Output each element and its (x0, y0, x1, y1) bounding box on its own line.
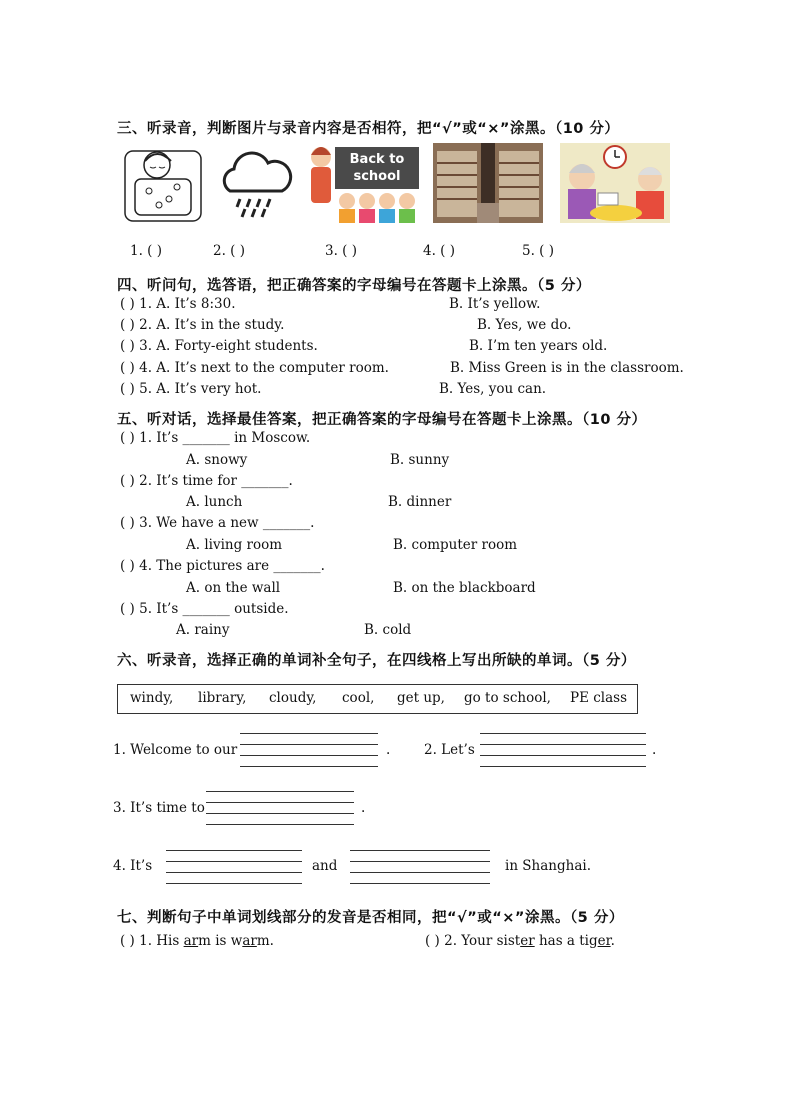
s4-q4[interactable]: ( ) 4. A. It’s next to the computer room. (120, 360, 389, 376)
section-7-title: 七、判断句子中单词划线部分的发音是否相同，把“√”或“×”涂黑。（5 分） (117, 910, 624, 926)
s5-q2-a: A. lunch (186, 494, 243, 510)
s6-q2-writing-lines[interactable] (480, 733, 646, 767)
s6-q3-period: . (361, 800, 366, 816)
s6-q4-writing-lines-1[interactable] (166, 850, 302, 884)
s6-q4-and: and (312, 858, 338, 874)
s4-q2[interactable]: ( ) 2. A. It’s in the study. (120, 317, 285, 333)
s5-q1-a: A. snowy (186, 452, 248, 468)
school-text: school (353, 169, 401, 184)
section-4-title: 四、听问句，选答语，把正确答案的字母编号在答题卡上涂黑。（5 分） (117, 278, 591, 294)
s5-q5[interactable]: ( ) 5. It’s _______ outside. (120, 601, 289, 617)
word-cool: cool, (342, 690, 375, 706)
s7-q2-underline-2: er (597, 933, 611, 949)
s6-q1-writing-lines[interactable] (240, 733, 378, 767)
s5-q1[interactable]: ( ) 1. It’s _______ in Moscow. (120, 430, 311, 446)
s6-q4: 4. It’s (113, 858, 153, 874)
s4-q4-b: B. Miss Green is in the classroom. (450, 360, 684, 376)
s4-q3-b: B. I’m ten years old. (469, 338, 608, 354)
s7-q2-mid: has a tig (534, 933, 598, 949)
rain-cloud-picture (216, 143, 296, 223)
section-3-title: 三、听录音，判断图片与录音内容是否相符，把“√”或“×”涂黑。（10 分） (117, 121, 620, 137)
s5-q2-b: B. dinner (388, 494, 452, 510)
back-to-text: Back to (349, 152, 405, 167)
s4-q3[interactable]: ( ) 3. A. Forty-eight students. (120, 338, 318, 354)
back-to-school-picture (305, 143, 420, 223)
s4-q2-b: B. Yes, we do. (477, 317, 572, 333)
s6-q3: 3. It’s time to (113, 800, 205, 816)
s4-q5[interactable]: ( ) 5. A. It’s very hot. (120, 381, 262, 397)
word-bank-box (117, 684, 638, 714)
section-5-title: 五、听对话，选择最佳答案，把正确答案的字母编号在答题卡上涂黑。（10 分） (117, 412, 647, 428)
grandparents-breakfast-picture (560, 143, 670, 223)
s3-answer-5[interactable]: 5. ( ) (522, 243, 554, 259)
s5-q2[interactable]: ( ) 2. It’s time for _______. (120, 473, 293, 489)
s7-q1-underline-2: ar (242, 933, 257, 949)
sleeping-child-picture (117, 143, 209, 223)
s7-q1-post: m. (256, 933, 274, 949)
s3-answer-4[interactable]: 4. ( ) (423, 243, 455, 259)
s6-q4-end: in Shanghai. (505, 858, 591, 874)
s7-q2-post: . (610, 933, 615, 949)
word-cloudy: cloudy, (269, 690, 317, 706)
word-get-up: get up, (397, 690, 445, 706)
s5-q4[interactable]: ( ) 4. The pictures are _______. (120, 558, 325, 574)
s5-q3-a: A. living room (186, 537, 283, 553)
s5-q4-b: B. on the blackboard (393, 580, 536, 596)
s7-q1-pre: ( ) 1. His (120, 933, 184, 949)
s3-answer-2[interactable]: 2. ( ) (213, 243, 245, 259)
library-picture (433, 143, 543, 223)
s5-q1-b: B. sunny (390, 452, 450, 468)
word-go-to-school: go to school, (464, 690, 551, 706)
word-library: library, (198, 690, 247, 706)
s6-q3-writing-lines[interactable] (206, 791, 354, 825)
s7-q1-mid: m is w (198, 933, 243, 949)
s6-q4-writing-lines-2[interactable] (350, 850, 490, 884)
s4-q1[interactable]: ( ) 1. A. It’s 8:30. (120, 296, 236, 312)
word-windy: windy, (130, 690, 174, 706)
s5-q5-a: A. rainy (176, 622, 230, 638)
s7-q1-underline-1: ar (183, 933, 199, 949)
s7-q1[interactable] (120, 933, 274, 949)
s6-q2-period: . (652, 742, 657, 758)
s7-q2-pre: ( ) 2. Your sist (425, 933, 521, 949)
s5-q3-b: B. computer room (393, 537, 517, 553)
s6-q1-period: . (386, 742, 391, 758)
s4-q5-b: B. Yes, you can. (439, 381, 547, 397)
s5-q5-b: B. cold (364, 622, 412, 638)
section-6-title: 六、听录音，选择正确的单词补全句子，在四线格上写出所缺的单词。（5 分） (117, 653, 636, 669)
word-pe-class: PE class (570, 690, 628, 706)
s6-q2: 2. Let’s (424, 742, 475, 758)
s3-answer-3[interactable]: 3. ( ) (325, 243, 357, 259)
s4-q1-b: B. It’s yellow. (449, 296, 541, 312)
s3-answer-1[interactable]: 1. ( ) (130, 243, 162, 259)
s6-q1: 1. Welcome to our (113, 742, 238, 758)
s7-q2[interactable] (425, 933, 615, 949)
s5-q3[interactable]: ( ) 3. We have a new _______. (120, 515, 315, 531)
s7-q2-underline-1: er (520, 933, 535, 949)
s5-q4-a: A. on the wall (186, 580, 281, 596)
